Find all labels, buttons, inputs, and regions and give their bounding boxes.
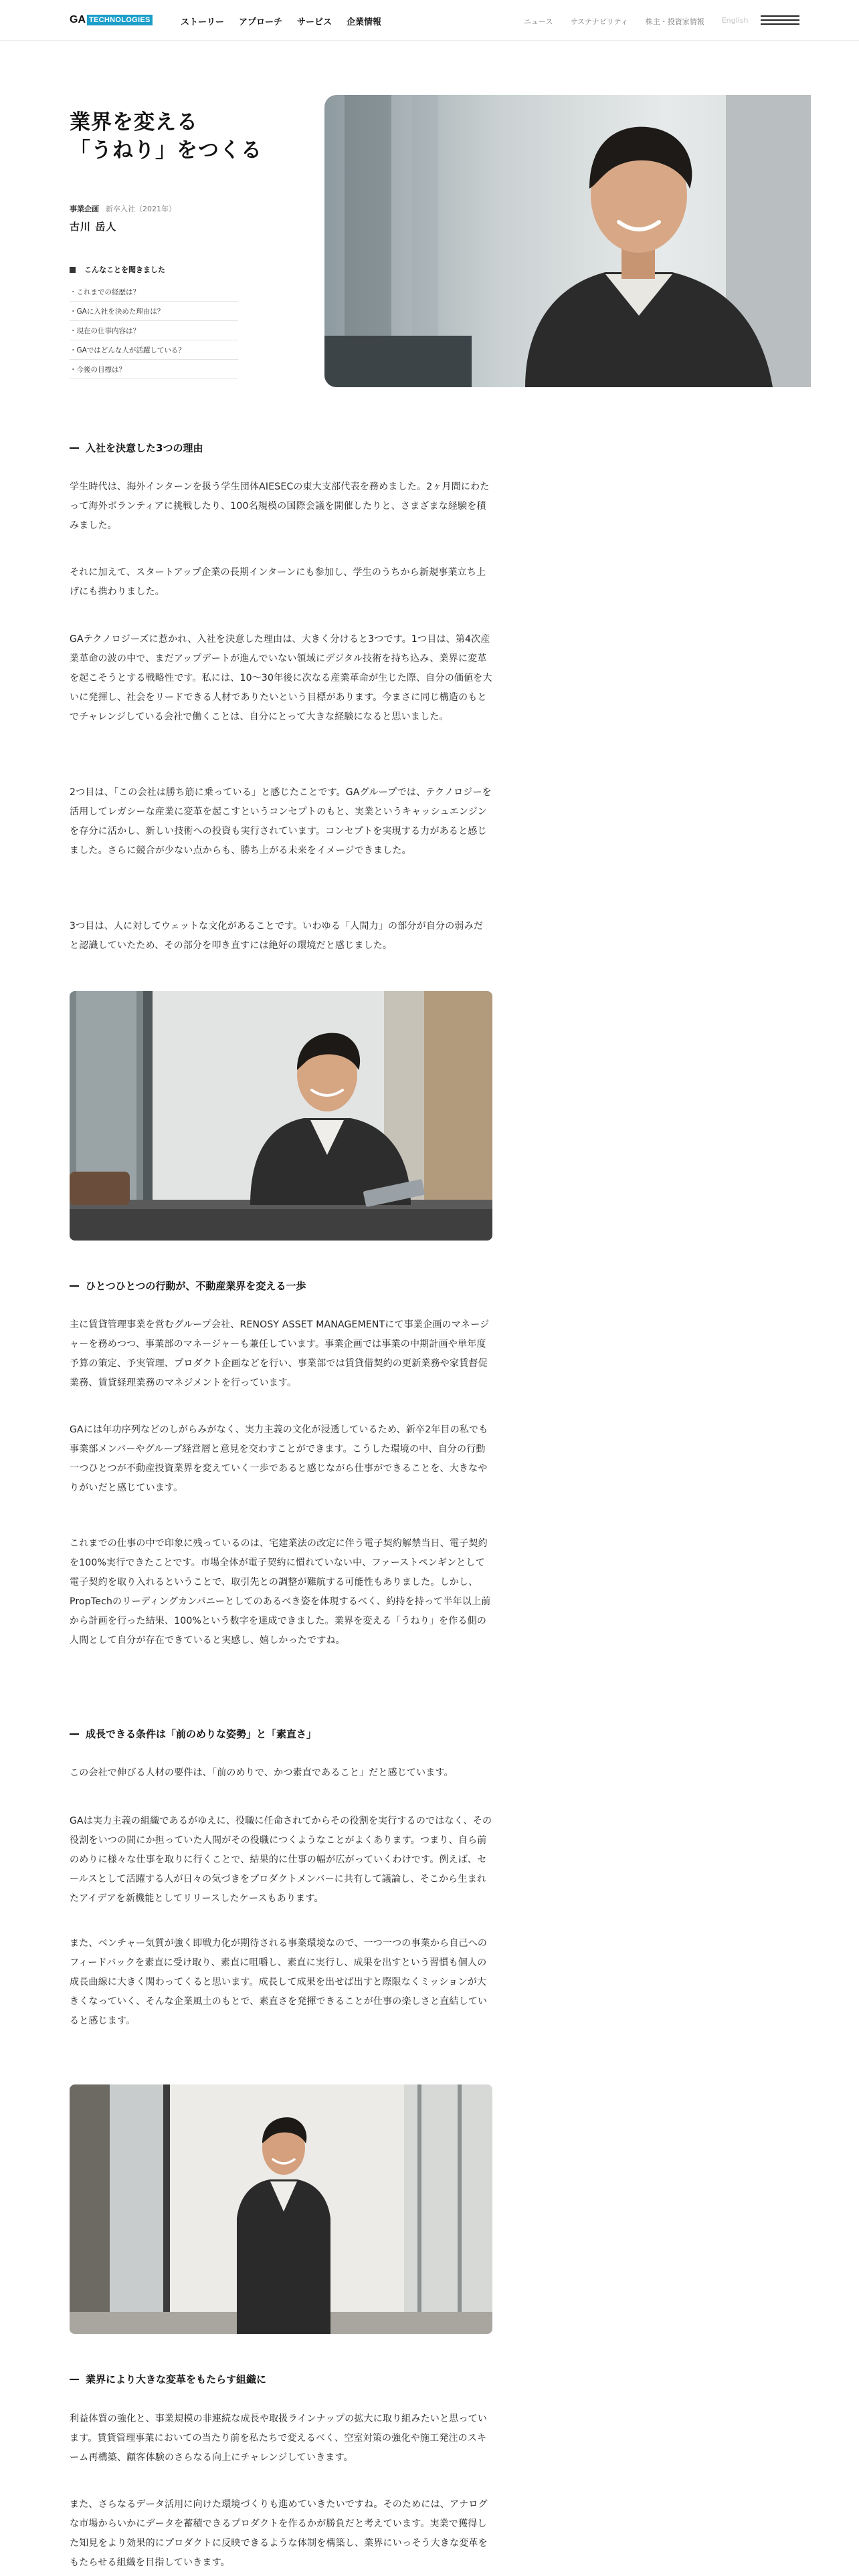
site-header — [0, 0, 859, 41]
logo-ga-text: GA — [70, 14, 86, 25]
section-heading — [70, 2372, 266, 2386]
logo-technologies-text: TECHNOLOGIES — [87, 15, 153, 25]
section-heading-text: ひとつひとつの行動が、不動産業界を変える一歩 — [86, 1280, 306, 1292]
nav-item-news[interactable]: ニュース — [524, 17, 553, 26]
page-title — [70, 108, 262, 165]
page-title-line2: 「うねり」をつくる — [70, 138, 262, 163]
section-heading — [70, 1727, 316, 1741]
hero-portrait-photo — [324, 95, 811, 387]
sub-nav — [524, 16, 748, 27]
nav-item-story[interactable]: ストーリー — [181, 17, 225, 27]
nav-item-approach[interactable]: アプローチ — [239, 17, 283, 27]
body-paragraph: この会社で伸びる人材の要件は、「前のめりで、かつ素直であること」だと感じています。 — [70, 1767, 454, 1778]
section-heading-text: 業界により大きな変革をもたらす組織に — [86, 2373, 267, 2385]
menu-icon[interactable] — [761, 13, 799, 27]
question-link[interactable]: ・今後の目標は？ — [70, 360, 238, 379]
interview-photo — [70, 2084, 492, 2334]
dash-icon — [70, 2379, 79, 2380]
question-link[interactable]: ・現在の仕事内容は？ — [70, 321, 238, 340]
profile-meta — [70, 203, 176, 214]
section-heading — [70, 1279, 306, 1293]
section-heading — [70, 441, 203, 455]
section-heading-text: 入社を決意した3つの理由 — [86, 442, 203, 454]
body-paragraph: また、ベンチャー気質が強く即戦力化が期待される事業環境なので、一つ一つの事業から自己へのフィードバックを素直に受け取り、素直に咀嚼し、素直に実行し、成果を出すという習慣も個人の成長曲線に大きく関わってくると思います。成長して成果を出せば出すと際限なくミッションが大きくなっていく、そんな企業風土のもとで、素直さを発揮できることが仕事の楽しさと直結していると感じます。 — [70, 1938, 488, 2026]
nav-item-company[interactable]: 企業情報 — [347, 17, 382, 27]
questions-box — [70, 264, 238, 379]
dash-icon — [70, 1733, 79, 1735]
profile-name: 古川 岳人 — [70, 221, 117, 233]
body-paragraph: 学生時代は、海外インターンを扱う学生団体AIESECの東大支部代表を務めました。2ヶ月間にわたって海外ボランティアに挑戦したり、100名規模の国際会議を開催したりと、さまざまな経験を積みました。 — [70, 481, 490, 531]
body-paragraph: GAは実力主義の組織であるがゆえに、役職に任命されてからその役割を実行するのではなく、その役割をいつの間にか担っていた人間がその役職につくようなことがよくあります。つまり、自ら前のめりに様々な仕事を取りに行くことで、結果的に仕事の幅が広がっていくわけです。例えば、セールスとして活躍する人が日々の気づきをプロダクトメンバーに共有して議論し、そこから生まれたアイデアを新機能としてリリースしたケースもあります。 — [70, 1816, 492, 1904]
body-paragraph: 3つ目は、人に対してウェットな文化があることです。いわゆる「人間力」の部分が自分の弱みだと認識していたため、その部分を叩き直すには絶好の環境だと感じました。 — [70, 921, 484, 951]
question-link[interactable]: ・GAに入社を決めた理由は？ — [70, 302, 238, 321]
profile-joined: 新卒入社（2021年） — [106, 205, 176, 213]
interview-photo — [70, 991, 492, 1241]
nav-item-sustainability[interactable]: サステナビリティ — [570, 17, 628, 26]
body-paragraph: 主に賃貸管理事業を営むグループ会社、RENOSY ASSET MANAGEMENTにて事業企画のマネージャーを務めつつ、事業部のマネージャーも兼任しています。事業企画では事業の中期計画や単年度予算の策定、予実管理、プロダクト企画などを行い、事業部では賃貸借契約の更新業務や家賃督促業務、賃貸経理業務のマネジメントを行っています。 — [70, 1319, 490, 1388]
questions-heading — [70, 264, 238, 275]
page-title-line1: 業界を変える — [70, 110, 198, 134]
question-link[interactable]: ・これまでの経歴は？ — [70, 282, 238, 302]
dash-icon — [70, 447, 79, 449]
main-nav — [181, 15, 381, 27]
language-switch-link[interactable]: English — [721, 16, 749, 25]
nav-item-service[interactable]: サービス — [297, 17, 332, 27]
body-paragraph: 利益体質の強化と、事業規模の非連続な成長や取扱ラインナップの拡大に取り組みたいと思っています。賃貸管理事業においての当たり前を私たちで変えるべく、空室対策の強化や施工発注のスキーム再構築、顧客体験のさらなる向上にチャレンジしていきます。 — [70, 2413, 488, 2463]
section-heading-text: 成長できる条件は「前のめりな姿勢」と「素直さ」 — [86, 1728, 317, 1740]
body-paragraph: これまでの仕事の中で印象に残っているのは、宅建業法の改定に伴う電子契約解禁当日、電子契約を100%実行できたことです。市場全体が電子契約に慣れていない中、ファーストペンギンとして電子契約を取り入れるということで、取引先との調整が難航する可能性もありました。しかし、PropTechのリーディングカンパニーとしてのあるべき姿を体現するべく、約持を持って半年以上前から計画を行った結果、100%という数字を達成できました。業界を変える「うねり」を作る側の人間として自分が存在できていると実感し、嬉しかったですね。 — [70, 1538, 491, 1646]
body-paragraph: GAテクノロジーズに惹かれ、入社を決意した理由は、大きく分けると3つです。1つ目は、第4次産業革命の波の中で、まだアップデートが進んでいない領域にデジタル技術を持ち込み、業界に変革を起こそうとする戦略性です。私には、10〜30年後に次なる産業革命が生じた際、自分の価値を大いに発揮し、社会をリードできる人材でありたいという目標があります。今まさに同じ構造のもとでチャレンジしている会社で働くことは、自分にとって大きな経験になると思いました。 — [70, 634, 492, 722]
body-paragraph: また、さらなるデータ活用に向けた環境づくりも進めていきたいですね。そのためには、アナログな市場からいかにデータを蓄積できるプロダクトを作るかが勝負だと考えています。実業で獲得した知見をより効果的にプロダクトに反映できるような体制を構築し、業界にいっそう大きな変革をもたらせる組織を目指していきます。 — [70, 2499, 488, 2568]
questions-heading-label: こんなことを聞きました — [84, 265, 165, 274]
dash-icon — [70, 1285, 79, 1287]
body-paragraph: 2つ目は、「この会社は勝ち筋に乗っている」と感じたことです。GAグループでは、テクノロジーを活用してレガシーな産業に変革を起こすというコンセプトのもと、実業というキャッシュエンジンを存分に活かし、新しい技術への投資も実行されています。コンセプトを実現する力があると感じました。さらに競合が少ない点からも、勝ち上がる未来をイメージできました。 — [70, 787, 492, 856]
profile-department: 事業企画 — [70, 205, 99, 213]
question-link[interactable]: ・GAではどんな人が活躍している？ — [70, 340, 238, 360]
body-paragraph: それに加えて、スタートアップ企業の長期インターンにも参加し、学生のうちから新規事業立ち上げにも携わりました。 — [70, 567, 486, 597]
square-bullet-icon — [70, 267, 76, 273]
company-logo[interactable] — [70, 14, 153, 26]
interviewee-profile — [70, 203, 176, 233]
nav-item-ir[interactable]: 株主・投資家情報 — [645, 17, 704, 26]
body-paragraph: GAには年功序列などのしがらみがなく、実力主義の文化が浸透しているため、新卒2年目の私でも事業部メンバーやグループ経営層と意見を交わすことができます。こうした環境の中、自分の行動一つひとつが不動産投資業界を変えていく一歩であると感じながら仕事ができることを、大きなやりがいだと感じています。 — [70, 1424, 488, 1493]
